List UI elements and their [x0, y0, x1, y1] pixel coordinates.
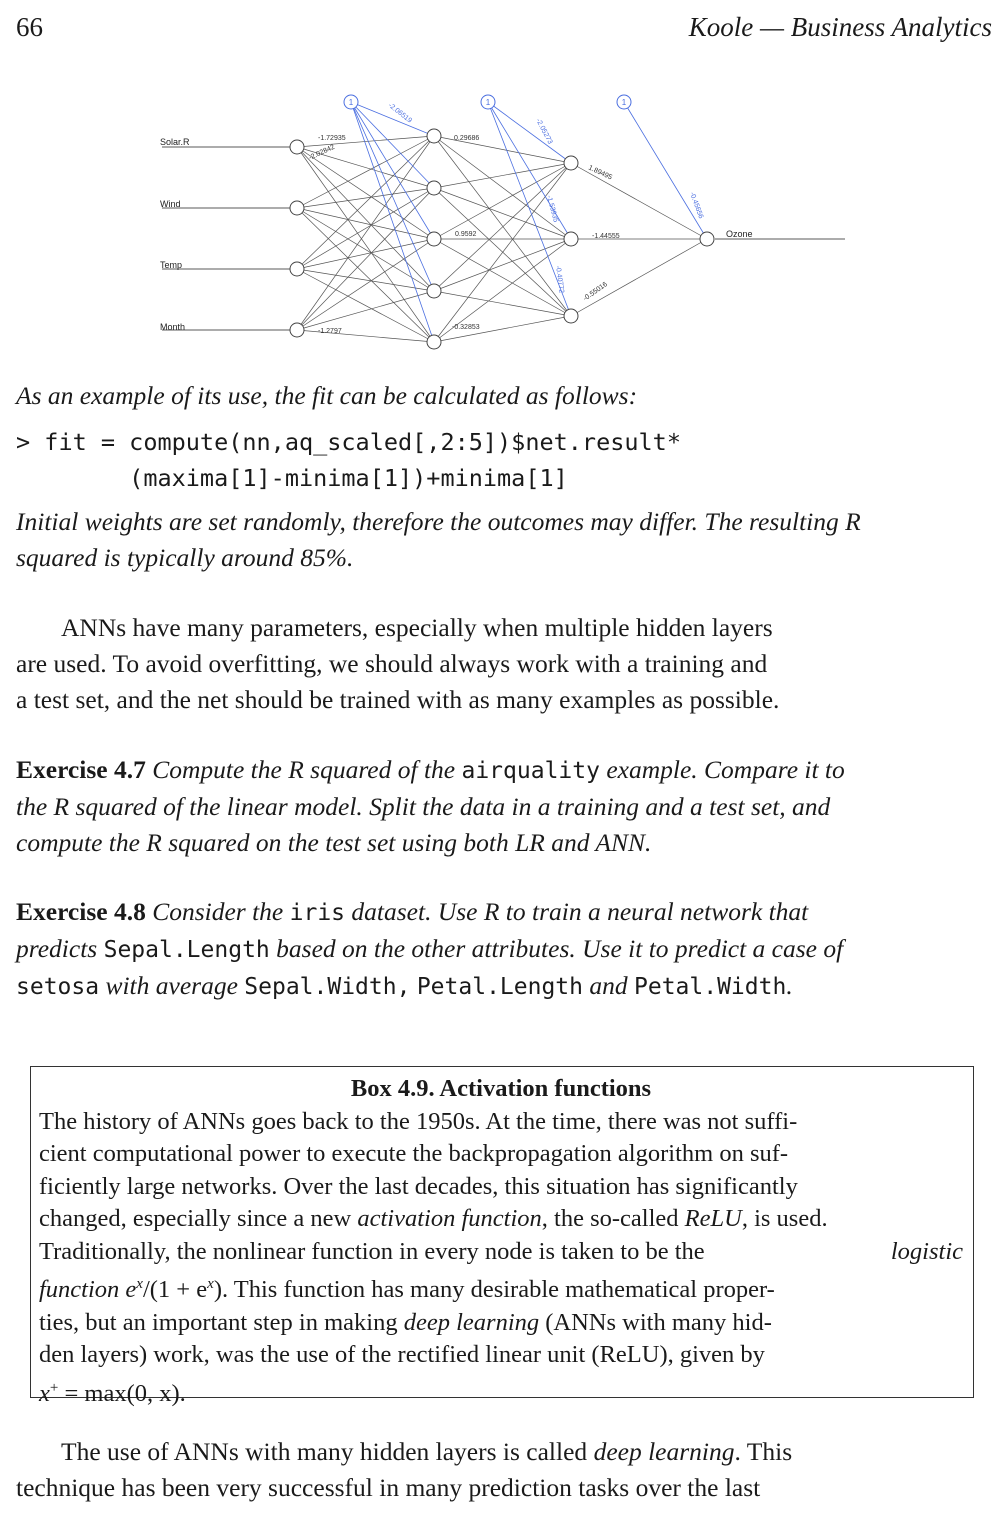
- text-line: ficiently large networks. Over the last decades, this situation has significantly: [39, 1172, 798, 1200]
- edge: [434, 239, 571, 294]
- superscript: +: [49, 1379, 59, 1396]
- text-line: cient computational power to execute the backpropagation algorithm on suf-: [39, 1140, 789, 1167]
- text-run: Compute the R squared of the: [152, 755, 456, 784]
- bias-edges: [351, 102, 707, 342]
- ann-parameters-paragraph: [16, 610, 992, 718]
- input-label-solar: Solar.R: [160, 137, 190, 147]
- bias-label-3: 1: [621, 98, 627, 107]
- edge: [434, 291, 571, 316]
- edge: [297, 291, 434, 330]
- text-line: are used. To avoid overfitting, we should always work with a training and: [16, 649, 768, 678]
- weight-label: -0.32853: [452, 324, 480, 331]
- exercise-label: Exercise 4.7: [16, 755, 146, 784]
- weight-label: 0.29686: [454, 135, 480, 142]
- text-line: [16, 931, 992, 968]
- code-line: > fit = compute(nn,aq_scaled[,2:5])$net.result*: [16, 428, 681, 456]
- text-run: with average: [105, 971, 238, 1000]
- weight-label: -0.55016: [582, 281, 609, 303]
- text-line: [39, 1372, 963, 1411]
- edge: [571, 239, 707, 316]
- text-line: a test set, and the net should be trained with as many examples as possible.: [16, 685, 780, 714]
- hidden-node: [427, 335, 441, 349]
- output-label-ozone: Ozone: [726, 229, 753, 239]
- code-inline: iris: [289, 900, 346, 926]
- page-number: 66: [16, 12, 43, 42]
- hidden-node: [564, 232, 578, 246]
- edge: [297, 136, 434, 330]
- text-run: predicts: [16, 934, 98, 963]
- text-line: [16, 752, 992, 789]
- text-run: function e: [39, 1276, 137, 1304]
- text-run: logistic: [890, 1237, 963, 1265]
- code-inline: setosa: [16, 974, 100, 1000]
- code-block: [16, 424, 681, 496]
- exercise-label: Exercise 4.8: [16, 897, 146, 926]
- network-nodes: [290, 95, 714, 349]
- text-run: activation function: [357, 1205, 542, 1232]
- bias-label-1: 1: [348, 98, 354, 107]
- text-run: Traditionally, the nonlinear function in every node is taken to be the: [39, 1237, 705, 1265]
- edge: [571, 163, 707, 239]
- text-line: technique has been very successful in many prediction tasks over the last: [16, 1473, 761, 1502]
- weight-label: 1.89495: [587, 164, 614, 182]
- edge: [297, 208, 434, 239]
- text-run: . This: [734, 1437, 793, 1466]
- input-label-month: Month: [160, 322, 186, 332]
- text-line: the R squared of the linear model. Split the data in a training and a test set, and: [16, 792, 831, 821]
- edge: [297, 147, 434, 291]
- exercise-4-8: [16, 894, 992, 1005]
- text-line: den layers) work, was the use of the rectified linear unit (ReLU), given by: [39, 1341, 765, 1369]
- bias-edge: [351, 102, 434, 239]
- edge: [434, 163, 571, 342]
- text-run: and: [589, 971, 628, 1000]
- text-run: .: [786, 971, 793, 1000]
- edge: [297, 147, 434, 239]
- weight-label: 0.9592: [455, 231, 477, 238]
- text-run: changed, especially since a new: [39, 1205, 352, 1232]
- text-line: [16, 1434, 992, 1470]
- output-node: [700, 232, 714, 246]
- superscript: x: [207, 1276, 214, 1292]
- text-line: The history of ANNs goes back to the 1950s. At the time, there was not suffi-: [39, 1107, 798, 1135]
- hidden-node: [427, 284, 441, 298]
- network-edges: [297, 136, 707, 342]
- box-title: Box 4.9. Activation functions: [350, 1075, 652, 1102]
- bias-edge: [624, 102, 707, 239]
- hidden-node: [564, 156, 578, 170]
- text-run: = max(0, x).: [58, 1379, 186, 1407]
- text-run: The use of ANNs with many hidden layers is called: [61, 1437, 588, 1466]
- intro-paragraph: As an example of its use, the fit can be calculated as follows:: [16, 381, 638, 410]
- text-run: example. Compare it to: [606, 755, 845, 784]
- weight-label: -2.06519: [386, 102, 413, 125]
- input-label-temp: Temp: [160, 260, 183, 270]
- text-line: [16, 894, 992, 931]
- page-header: [16, 8, 992, 48]
- exercise-4-7: [16, 752, 992, 861]
- running-head: Koole — Business Analytics: [688, 12, 992, 42]
- weight-label: -2.05273: [534, 117, 554, 146]
- text-line: squared is typically around 85%.: [16, 543, 354, 572]
- bias-edge: [351, 102, 434, 188]
- code-line: (maxima[1]-minima[1])+minima[1]: [16, 464, 568, 492]
- edge: [434, 136, 571, 316]
- edge: [297, 188, 434, 330]
- code-inline: Petal.Length: [416, 974, 583, 1000]
- text-run: based on the other attributes. Use it to predict a case of: [276, 934, 844, 963]
- text-run: x: [39, 1379, 50, 1407]
- weights-note-paragraph: [16, 504, 992, 576]
- input-node: [290, 201, 304, 215]
- code-inline: Sepal.Length: [103, 937, 270, 963]
- text-line: [39, 1307, 963, 1340]
- superscript: x: [136, 1276, 143, 1292]
- edge: [297, 136, 434, 208]
- text-run: , the so-called: [541, 1205, 679, 1232]
- text-run: (ANNs with many hid-: [545, 1308, 772, 1336]
- weight-label: -0.45656: [688, 191, 705, 220]
- code-inline: Petal.Width: [634, 974, 787, 1000]
- edge: [434, 239, 571, 316]
- text-line: [39, 1203, 963, 1236]
- text-run: Consider the: [152, 897, 284, 926]
- edge: [434, 163, 571, 294]
- edge: [434, 136, 571, 239]
- code-inline: airquality: [461, 758, 600, 784]
- bias-edge: [488, 102, 571, 163]
- code-inline: Sepal.Width,: [244, 974, 411, 1000]
- text-run: , is used.: [741, 1205, 828, 1232]
- input-node: [290, 140, 304, 154]
- text-run: ReLU: [684, 1205, 742, 1232]
- hidden-node: [427, 129, 441, 143]
- bias-label-2: 1: [485, 98, 491, 107]
- text-line: [39, 1268, 963, 1307]
- text-line: ANNs have many parameters, especially when multiple hidden layers: [61, 613, 773, 642]
- text-run: dataset. Use R to train a neural network that: [351, 897, 809, 926]
- text-run: ties, but an important step in making: [39, 1308, 398, 1336]
- weight-label: -1.2797: [318, 328, 342, 335]
- input-node: [290, 323, 304, 337]
- text-line: compute the R squared on the test set using both LR and ANN.: [16, 828, 652, 857]
- activation-functions-box: [30, 1066, 974, 1407]
- network-labels: [160, 98, 753, 335]
- weight-label: -1.53935: [545, 194, 559, 224]
- weight-label: -1.72935: [318, 135, 346, 142]
- input-node: [290, 262, 304, 276]
- text-line: Initial weights are set randomly, therefore the outcomes may differ. The resulting R: [16, 507, 861, 536]
- hidden-node: [427, 181, 441, 195]
- input-label-wind: Wind: [160, 199, 181, 209]
- deep-learning-paragraph: [16, 1434, 992, 1506]
- edge: [434, 163, 571, 188]
- hidden-node: [427, 232, 441, 246]
- text-line: [16, 968, 992, 1005]
- weight-label: -2.02842: [307, 143, 336, 162]
- weight-label: -1.44555: [592, 233, 620, 240]
- bias-edge: [351, 102, 434, 342]
- bias-edge: [351, 102, 434, 291]
- text-run: /(1 + e: [142, 1276, 208, 1304]
- edge: [297, 239, 434, 330]
- text-run: ). This function has many desirable mathematical proper-: [213, 1276, 775, 1304]
- weight-label: -0.40772: [554, 265, 565, 294]
- text-run: deep learning: [403, 1308, 540, 1336]
- text-run: deep learning: [593, 1437, 735, 1466]
- hidden-node: [564, 309, 578, 323]
- neural-network-diagram: [150, 88, 860, 358]
- text-line: [39, 1236, 963, 1269]
